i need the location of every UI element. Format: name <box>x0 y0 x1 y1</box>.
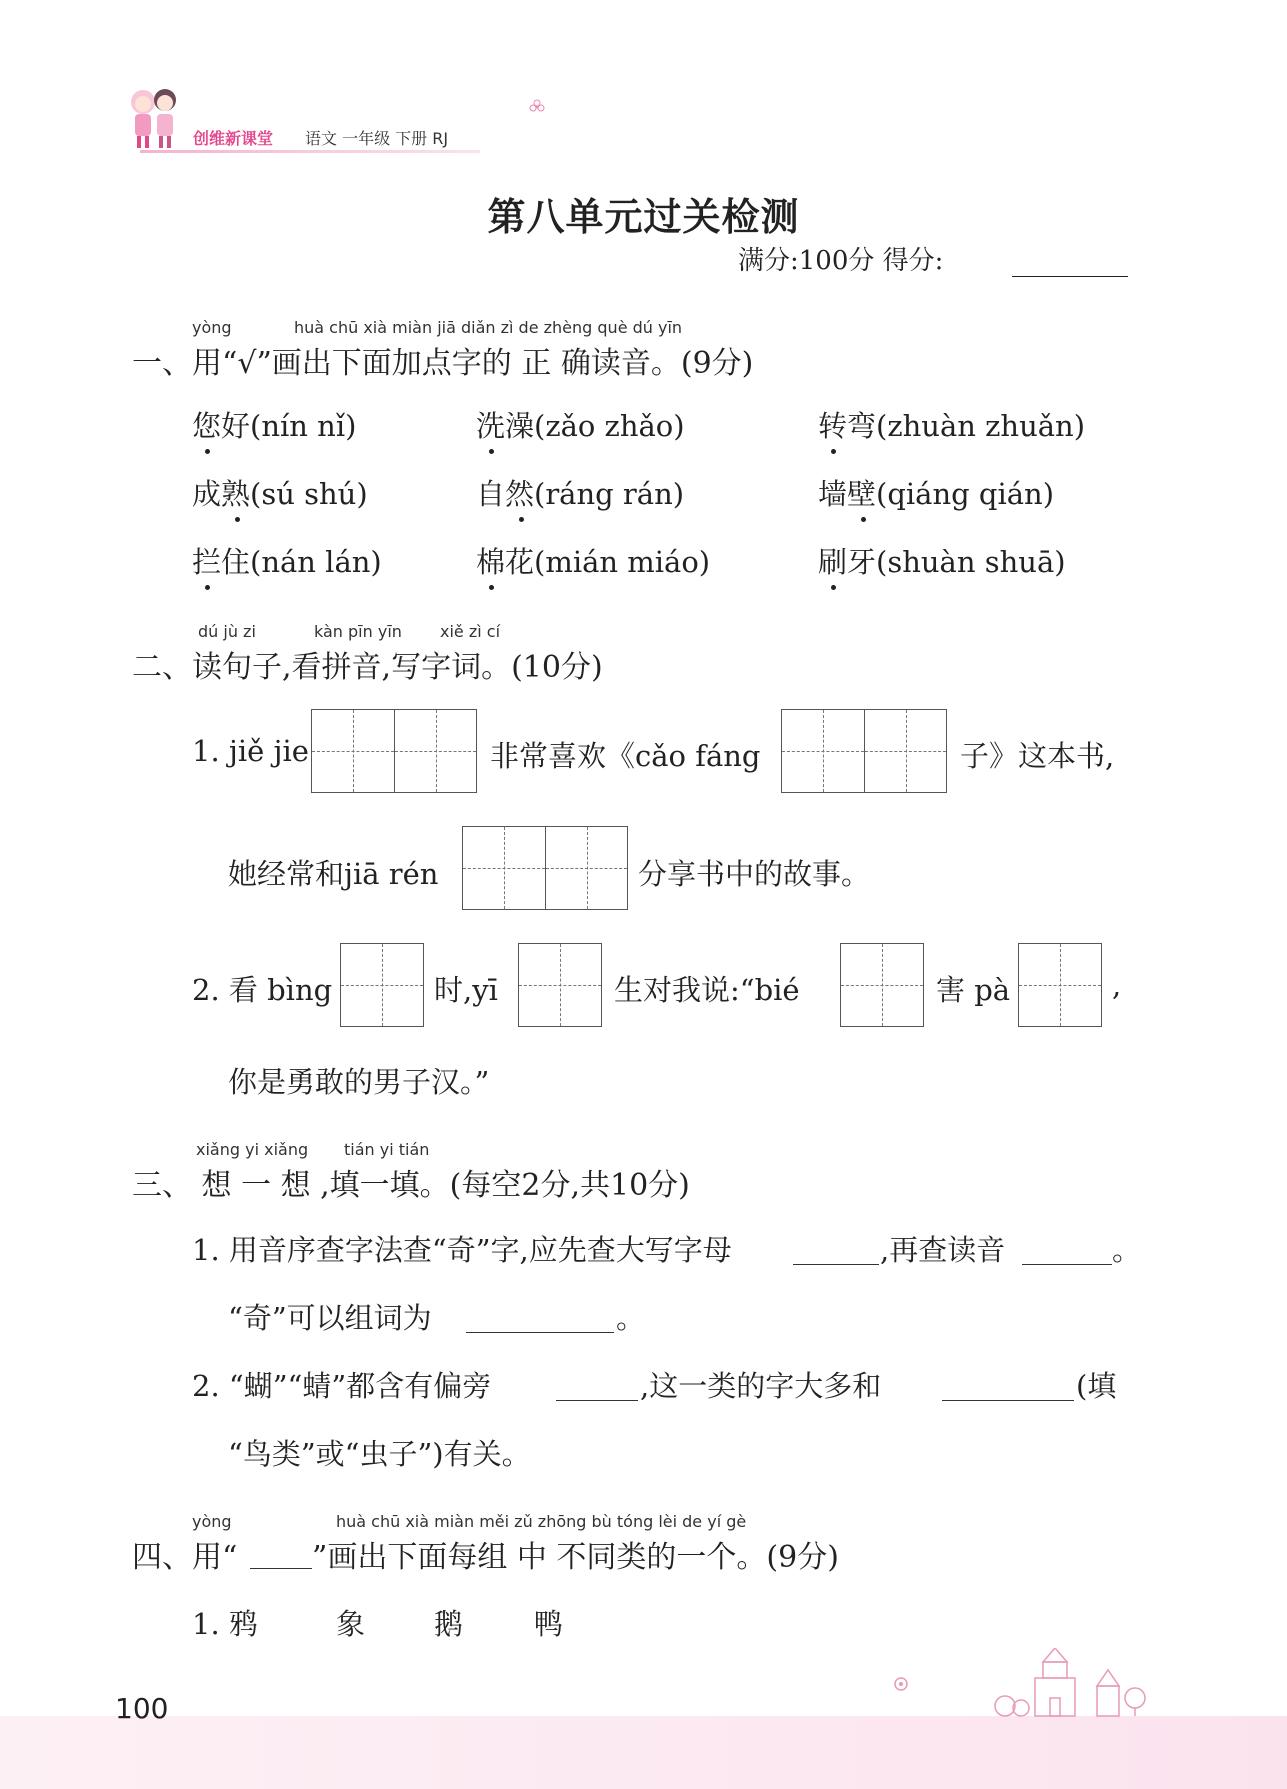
writing-grid[interactable] <box>1018 943 1102 1027</box>
question-text: “奇”可以组词为 <box>228 1301 432 1335</box>
page-number: 100 <box>115 1692 169 1725</box>
answer-blank[interactable] <box>942 1400 1074 1401</box>
writing-grid[interactable] <box>781 709 947 793</box>
reading-option[interactable]: 您好(nín nǐ) <box>192 409 357 443</box>
flower-icon <box>528 98 546 116</box>
emphasis-dot <box>861 517 866 522</box>
reading-option[interactable]: 墙壁(qiáng qián) <box>818 477 1055 511</box>
question-text: 1. 用音序查字法查“奇”字,应先查大写字母 <box>192 1233 732 1267</box>
pinyin-annotation: xiě zì cí <box>440 622 501 641</box>
reading-option[interactable]: 转弯(zhuàn zhuǎn) <box>818 409 1086 443</box>
sentence-text: 你是勇敢的男子汉。” <box>228 1065 490 1099</box>
emphasis-dot <box>831 449 836 454</box>
emphasis-dot <box>831 585 836 590</box>
pinyin-annotation: xiǎng yi xiǎng <box>196 1140 309 1159</box>
sentence-text: 子》这本书, <box>960 739 1115 773</box>
emphasis-dot <box>235 517 240 522</box>
answer-blank[interactable] <box>556 1400 638 1401</box>
question-text: (填 <box>1076 1369 1117 1403</box>
sentence-text: 时,yī <box>434 973 498 1007</box>
question-4-heading-start: 四、用“ <box>132 1540 238 1575</box>
answer-blank[interactable] <box>1022 1264 1112 1265</box>
pinyin-annotation: yòng <box>192 1512 232 1531</box>
reading-option[interactable]: 自然(ráng rán) <box>476 477 685 511</box>
answer-blank[interactable] <box>793 1264 879 1265</box>
reading-option[interactable]: 洗澡(zǎo zhǎo) <box>476 409 685 443</box>
writing-grid[interactable] <box>462 826 628 910</box>
emphasis-dot <box>489 449 494 454</box>
footer-band <box>0 1716 1287 1789</box>
pinyin-annotation: yòng <box>192 318 232 337</box>
question-text: 。 <box>1112 1233 1142 1267</box>
pinyin-annotation: huà chū xià miàn měi zǔ zhōng bù tóng lèi de yí gè <box>336 1512 747 1531</box>
castle-illustration <box>985 1648 1155 1718</box>
cartoon-kids-logo <box>125 84 185 150</box>
word-option[interactable]: 鹅 <box>434 1607 464 1641</box>
word-option[interactable]: 鸭 <box>534 1607 564 1641</box>
word-option[interactable]: 1. 鸦 <box>192 1607 258 1641</box>
sentence-text: 害 pà <box>936 973 1011 1007</box>
pinyin-annotation: dú jù zi <box>198 622 256 641</box>
writing-grid[interactable] <box>311 709 477 793</box>
emphasis-dot <box>489 585 494 590</box>
writing-grid[interactable] <box>518 943 602 1027</box>
sentence-text: , <box>1112 968 1122 1002</box>
question-2-heading: 二、读句子,看拼音,写字词。(10分) <box>132 650 603 685</box>
writing-grid[interactable] <box>840 943 924 1027</box>
emphasis-dot <box>519 517 524 522</box>
sentence-text: 1. jiě jie <box>192 734 309 768</box>
question-text: 。 <box>616 1301 646 1335</box>
score-blank[interactable] <box>1012 276 1128 277</box>
question-text: ,这一类的字大多和 <box>640 1369 882 1403</box>
sentence-text: 非常喜欢《cǎo fáng <box>490 739 761 773</box>
header-divider <box>140 150 480 153</box>
emphasis-dot <box>205 449 210 454</box>
question-text: “鸟类”或“虫子”)有关。 <box>228 1437 531 1471</box>
sentence-text: 分享书中的故事。 <box>638 857 871 891</box>
score-line-label: 满分:100分 得分: <box>738 246 944 276</box>
page-title: 第八单元过关检测 <box>487 194 800 239</box>
emphasis-dot <box>205 585 210 590</box>
sentence-text: 2. 看 bìng <box>192 973 333 1007</box>
sentence-text: 生对我说:“bié <box>614 973 800 1007</box>
writing-grid[interactable] <box>340 943 424 1027</box>
reading-option[interactable]: 成熟(sú shú) <box>192 477 368 511</box>
reading-option[interactable]: 棉花(mián miáo) <box>476 545 711 579</box>
question-4-heading-end: ”画出下面每组 中 不同类的一个。(9分) <box>312 1540 839 1575</box>
pinyin-annotation: tián yi tián <box>344 1140 430 1159</box>
underline-sample <box>250 1568 312 1569</box>
reading-option[interactable]: 拦住(nán lán) <box>192 545 382 579</box>
question-text: ,再查读音 <box>880 1233 1006 1267</box>
sentence-text: 她经常和jiā rén <box>228 857 439 891</box>
book-subtitle: 语文 一年级 下册 RJ <box>305 129 449 148</box>
flower-icon <box>890 1674 912 1694</box>
question-text: 2. “蝴”“蜻”都含有偏旁 <box>192 1369 492 1403</box>
pinyin-annotation: huà chū xià miàn jiā diǎn zì de zhèng què dú yīn <box>294 318 683 337</box>
question-3-heading: 三、 想 一 想 ,填一填。(每空2分,共10分) <box>132 1168 690 1203</box>
question-1-heading: 一、用“√”画出下面加点字的 正 确读音。(9分) <box>132 346 754 381</box>
answer-blank[interactable] <box>466 1332 614 1333</box>
brand-name: 创维新课堂 <box>193 129 274 148</box>
word-option[interactable]: 象 <box>336 1607 366 1641</box>
pinyin-annotation: kàn pīn yīn <box>314 622 402 641</box>
reading-option[interactable]: 刷牙(shuàn shuā) <box>818 545 1066 579</box>
